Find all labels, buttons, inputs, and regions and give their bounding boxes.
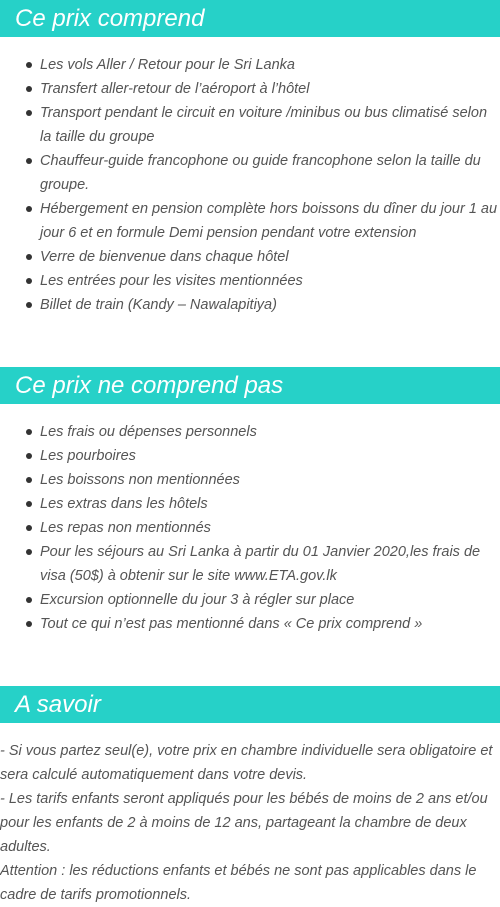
list-item: Pour les séjours au Sri Lanka à partir du 01 Janvier 2020,les frais de visa (50$) à obtenir sur le site www.ETA.gov.lk [40,540,500,588]
section-title-info: A savoir [0,686,500,723]
excluded-list [0,420,500,636]
info-paragraph: - Si vous partez seul(e), votre prix en chambre individuelle sera obligatoire et sera calculé automatiquement dans votre devis. [0,743,493,783]
section-title-excluded: Ce prix ne comprend pas [0,367,500,404]
list-item: Les extras dans les hôtels [40,492,500,516]
list-item: Les vols Aller / Retour pour le Sri Lanka [40,53,500,77]
list-item: Tout ce qui n’est pas mentionné dans « Ce prix comprend » [40,612,500,636]
list-item: Les boissons non mentionnées [40,468,500,492]
list-item: Les frais ou dépenses personnels [40,420,500,444]
included-list [0,53,500,317]
list-item: Transfert aller-retour de l’aéroport à l’hôtel [40,77,500,101]
info-paragraph: Attention : les réductions enfants et bébés ne sont pas applicables dans le cadre de tarifs promotionnels. [0,863,477,903]
info-text [0,739,500,907]
list-item: Les pourboires [40,444,500,468]
list-item: Excursion optionnelle du jour 3 à régler sur place [40,588,500,612]
list-item: Hébergement en pension complète hors boissons du dîner du jour 1 au jour 6 et en formule Demi pension pendant votre extension [40,197,500,245]
list-item: Les entrées pour les visites mentionnées [40,269,500,293]
list-item: Chauffeur-guide francophone ou guide francophone selon la taille du groupe. [40,149,500,197]
list-item: Les repas non mentionnés [40,516,500,540]
list-item: Verre de bienvenue dans chaque hôtel [40,245,500,269]
list-item: Transport pendant le circuit en voiture /minibus ou bus climatisé selon la taille du groupe [40,101,500,149]
list-item: Billet de train (Kandy – Nawalapitiya) [40,293,500,317]
section-title-included: Ce prix comprend [0,0,500,37]
info-paragraph: - Les tarifs enfants seront appliqués pour les bébés de moins de 2 ans et/ou pour les enfants de 2 à moins de 12 ans, partageant la chambre de deux adultes. [0,791,488,855]
